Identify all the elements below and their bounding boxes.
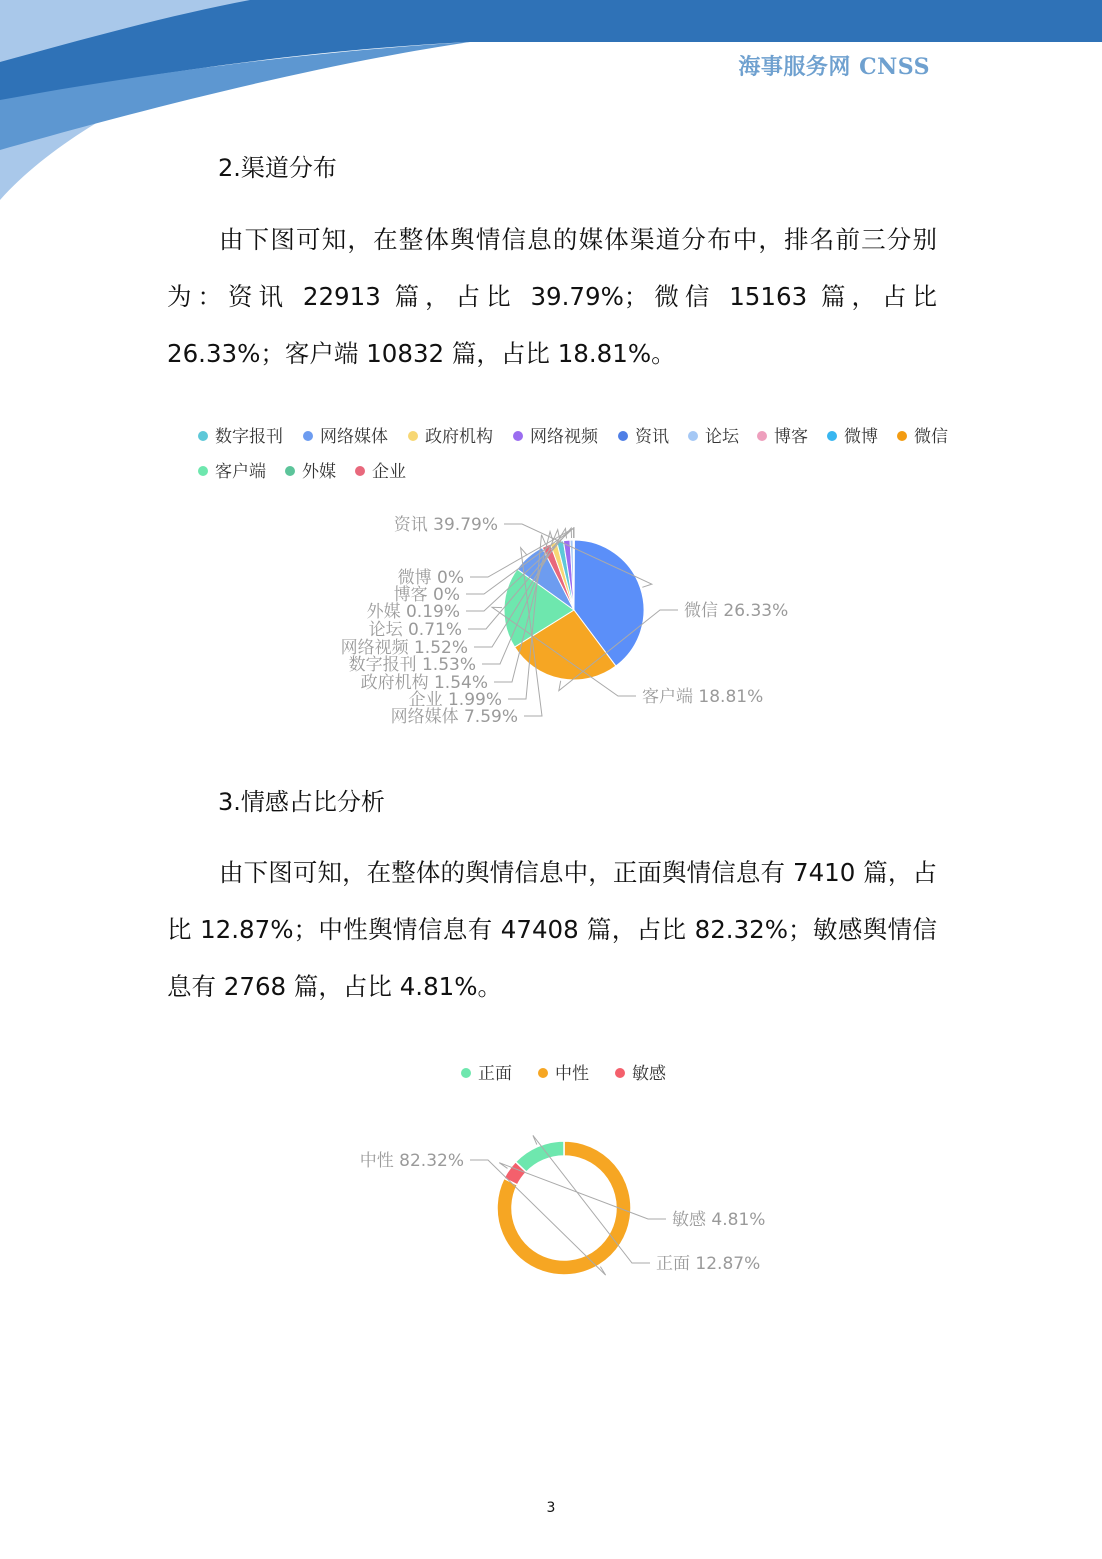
legend-label: 政府机构: [425, 427, 493, 447]
legend-label: 企业: [372, 462, 406, 482]
legend-dot: [688, 431, 698, 441]
legend-label: 数字报刊: [215, 427, 283, 447]
legend-label: 网络媒体: [320, 427, 388, 447]
pie-data-label: 正面 12.87%: [656, 1254, 761, 1274]
pie-data-label: 中性 82.32%: [359, 1151, 464, 1171]
channel-paragraph: 由下图可知，在整体舆情信息的媒体渠道分布中，排名前三分别为：资讯 22913 篇，占比 39.79%；微信 15163 篇，占比 26.33%；客户端 10832 篇，占比 18.81%。: [167, 225, 937, 368]
pie-data-label: 论坛 0.71%: [368, 620, 462, 640]
legend-dot: [355, 466, 365, 476]
legend-item: [285, 457, 336, 482]
pie-data-label: 企业 1.99%: [408, 690, 502, 710]
legend-dot: [615, 1068, 625, 1078]
legend-item: [513, 422, 598, 447]
legend-item: [355, 457, 406, 482]
pie-slice: [516, 1141, 564, 1172]
legend-label: 敏感: [632, 1064, 666, 1084]
pie-data-label: 微信 26.33%: [684, 601, 789, 621]
legend-dot: [198, 466, 208, 476]
pie-data-label: 数字报刊 1.53%: [348, 655, 476, 675]
legend-dot: [538, 1068, 548, 1078]
header-banner: [0, 0, 1102, 210]
pie-data-label: 网络视频 1.52%: [340, 638, 468, 658]
pie-data-label: 资讯 39.79%: [393, 515, 498, 535]
legend-dot: [513, 431, 523, 441]
legend-item: [688, 422, 739, 447]
legend-label: 论坛: [705, 427, 739, 447]
legend-label: 博客: [774, 427, 808, 447]
sentiment-donut-chart: [0, 1120, 1102, 1300]
legend-item: [198, 422, 283, 447]
legend-label: 网络视频: [530, 427, 598, 447]
legend-item: [827, 422, 878, 447]
pie-data-label: 外媒 0.19%: [366, 602, 460, 622]
pie-data-label: 网络媒体 7.59%: [390, 707, 518, 727]
legend-label: 客户端: [215, 462, 266, 482]
legend-item: [408, 422, 493, 447]
legend-dot: [897, 431, 907, 441]
brand-name: 海事服务网 CNSS: [738, 54, 930, 80]
legend-dot: [757, 431, 767, 441]
legend-dot: [408, 431, 418, 441]
pie-data-label: 敏感 4.81%: [672, 1210, 766, 1230]
legend-label: 外媒: [302, 462, 336, 482]
legend-item: [538, 1059, 589, 1084]
legend-item: [461, 1059, 512, 1084]
legend-dot: [827, 431, 837, 441]
legend-item: [757, 422, 808, 447]
legend-item: [198, 457, 266, 482]
legend-label: 资讯: [635, 427, 669, 447]
legend-label: 微博: [844, 427, 878, 447]
legend-dot: [303, 431, 313, 441]
sentiment-paragraph: 由下图可知，在整体的舆情信息中，正面舆情信息有 7410 篇，占比 12.87%；中性舆情信息有 47408 篇，占比 82.32%；敏感舆情信息有 2768 篇，占比 4.81%。: [167, 858, 937, 1001]
pie-data-label: 微博 0%: [397, 568, 464, 588]
section-heading-sentiment: 3.情感占比分析: [218, 788, 385, 816]
legend-dot: [285, 466, 295, 476]
legend-item: [618, 422, 669, 447]
legend-label: 中性: [555, 1064, 589, 1084]
legend-label: 正面: [478, 1064, 512, 1084]
channel-pie-chart: [0, 490, 1102, 740]
section-heading-channel: 2.渠道分布: [218, 154, 337, 182]
page-number: 3: [546, 1500, 556, 1516]
legend-dot: [461, 1068, 471, 1078]
legend-item: [897, 422, 948, 447]
pie-data-label: 客户端 18.81%: [642, 687, 764, 707]
legend-label: 微信: [914, 427, 948, 447]
legend-dot: [618, 431, 628, 441]
pie-data-label: 博客 0%: [393, 585, 460, 605]
legend-item: [615, 1059, 666, 1084]
legend-dot: [198, 431, 208, 441]
pie-data-label: 政府机构 1.54%: [360, 673, 488, 693]
legend-item: [303, 422, 388, 447]
